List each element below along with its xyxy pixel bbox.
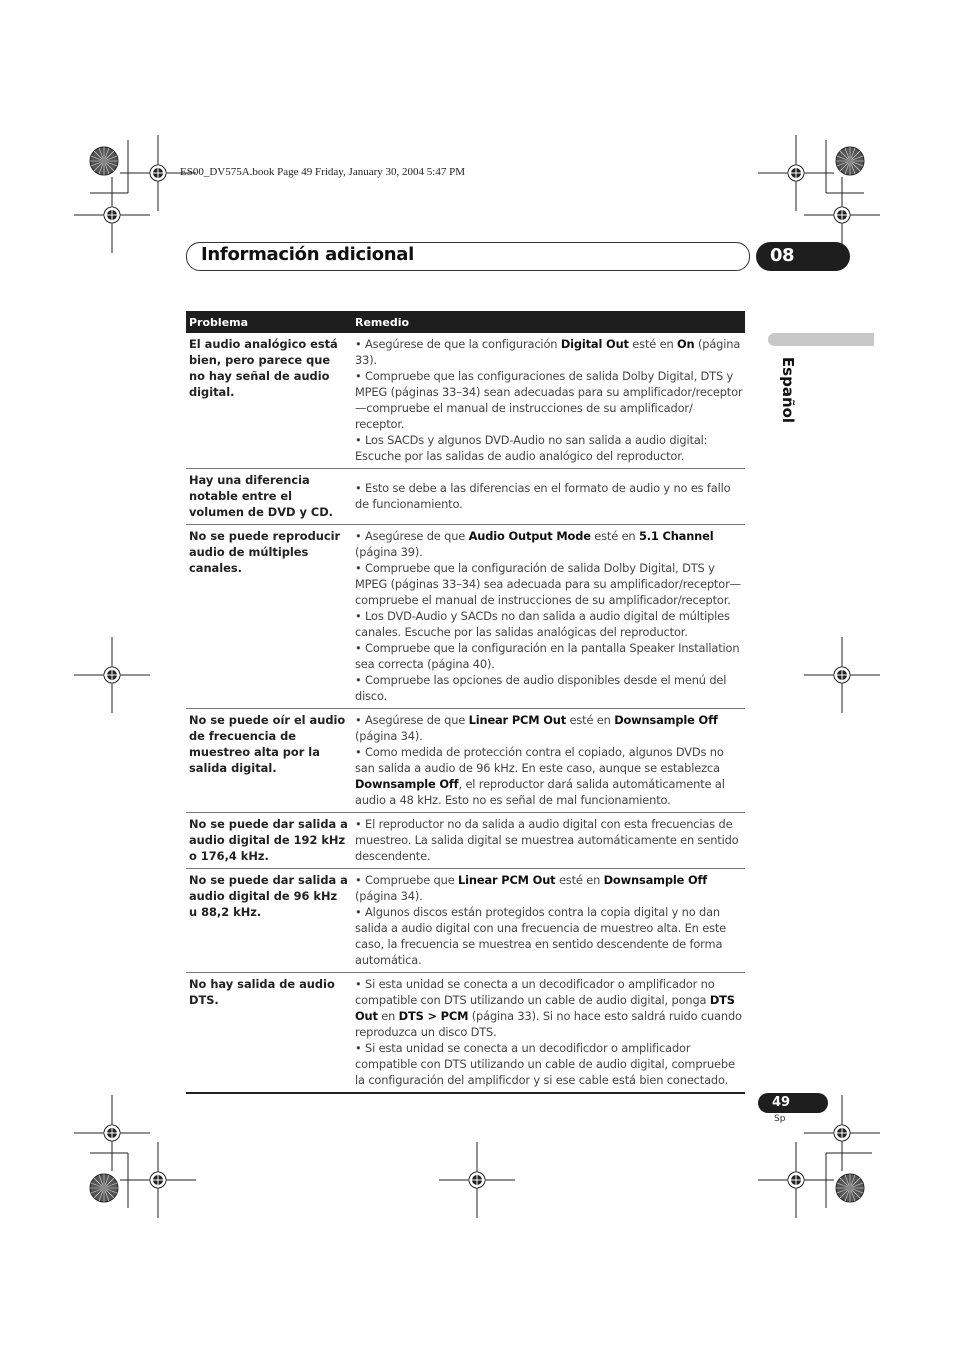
remedy-cell — [351, 469, 745, 525]
remedy-text: en — [377, 1009, 399, 1023]
problem-cell: No se puede oír el audio de frecuencia de muestreo alta por la salida digital. — [186, 709, 351, 813]
remedy-bullet — [355, 336, 743, 368]
remedy-setting-text: Downsample Off — [355, 777, 459, 791]
remedy-text: • Compruebe que la configuración de salida Dolby Digital, DTS y MPEG (páginas 33–34) sea adecuada para su amplificador/receptor— compruebe el manual de instrucciones de su amplificador/receptor. — [355, 561, 741, 607]
remedy-setting-text: DTS > PCM — [398, 1009, 469, 1023]
remedy-text: • Si esta unidad se conecta a un decodificdor o amplificador compatible con DTS utilizando un cable de audio digital, compruebe la configuración del amplificdor y si ese cable está bien conectado. — [355, 1041, 735, 1087]
problem-cell: No hay salida de audio DTS. — [186, 973, 351, 1094]
table-row — [186, 973, 745, 1094]
remedy-bullet — [355, 976, 743, 1040]
table-row — [186, 869, 745, 973]
remedy-text: , el reproductor dará salida automáticamente al audio a 48 kHz. Esto no es señal de mal funcionamiento. — [355, 777, 725, 807]
remedy-text: • Asegúrese de que la configuración — [355, 337, 561, 351]
remedy-text: • Los SACDs y algunos DVD-Audio no san salida a audio digital: Escuche por las salidas de audio analógico del reproductor. — [355, 433, 708, 463]
remedy-text: (página 33). Si no hace esto saldrá ruido cuando reproduzca un disco DTS. — [355, 1009, 742, 1039]
section-title: Información adicional — [201, 244, 415, 265]
remedy-setting-text: Digital Out — [560, 337, 629, 351]
remedy-text: (página 34). — [355, 889, 423, 903]
table-row — [186, 813, 745, 869]
table-body — [186, 333, 745, 1093]
remedy-bullet — [355, 608, 743, 640]
remedy-bullet — [355, 432, 743, 464]
chapter-number: 08 — [770, 245, 795, 266]
section-header — [186, 242, 750, 271]
remedy-bullet — [355, 560, 743, 608]
remedy-bullet — [355, 816, 743, 864]
page-language-code: Sp — [774, 1114, 786, 1124]
remedy-bullet — [355, 872, 743, 904]
table-header-row — [186, 311, 745, 333]
remedy-cell — [351, 869, 745, 973]
remedy-bullet — [355, 712, 743, 744]
remedy-cell — [351, 973, 745, 1094]
remedy-text: • Algunos discos están protegidos contra la copia digital y no dan salida a audio digital con una frecuencia de muestreo alta. En este caso, la frecuencia se muestrea en sentido descendente de forma automática. — [355, 905, 727, 967]
remedy-text: • Asegúrese de que — [355, 713, 469, 727]
problem-cell: El audio analógico está bien, pero parece que no hay señal de audio digital. — [186, 333, 351, 469]
column-header-problem: Problema — [186, 311, 351, 333]
remedy-text: • Compruebe que la configuración en la pantalla Speaker Installation sea correcta (página 40). — [355, 641, 740, 671]
table-row — [186, 333, 745, 469]
remedy-text: • Compruebe que las configuraciones de salida Dolby Digital, DTS y MPEG (páginas 33–34) sean adecuadas para su amplificador/receptor —compruebe el manual de instrucciones de su amplificador/ receptor. — [355, 369, 743, 431]
remedy-setting-text: Linear PCM Out — [468, 713, 567, 727]
remedy-text: (página 33). — [355, 337, 741, 367]
remedy-cell — [351, 525, 745, 709]
remedy-text: esté en — [590, 529, 639, 543]
problem-cell: Hay una diferencia notable entre el volumen de DVD y CD. — [186, 469, 351, 525]
remedy-text: esté en — [555, 873, 604, 887]
column-header-remedy: Remedio — [351, 311, 745, 333]
remedy-text: esté en — [628, 337, 677, 351]
remedy-text: • Si esta unidad se conecta a un decodificador o amplificador no compatible con DTS utilizando un cable de audio digital, ponga — [355, 977, 715, 1007]
remedy-bullet — [355, 368, 743, 432]
remedy-setting-text: Audio Output Mode — [468, 529, 591, 543]
remedy-text: • Los DVD-Audio y SACDs no dan salida a audio digital de múltiples canales. Escuche por las salidas analógicas del reproductor. — [355, 609, 730, 639]
table-row — [186, 709, 745, 813]
remedy-cell — [351, 333, 745, 469]
remedy-setting-text: Linear PCM Out — [458, 873, 556, 887]
remedy-setting-text: DTS Out — [355, 993, 735, 1023]
remedy-bullet — [355, 1040, 743, 1088]
problem-cell: No se puede dar salida a audio digital de 96 kHz u 88,2 kHz. — [186, 869, 351, 973]
remedy-bullet — [355, 744, 743, 808]
remedy-text: (página 34). — [355, 729, 423, 743]
remedy-bullet — [355, 640, 743, 672]
remedy-bullet — [355, 528, 743, 560]
troubleshooting-table — [186, 311, 745, 1094]
chapter-badge — [756, 242, 850, 271]
remedy-setting-text: Downsample Off — [614, 713, 718, 727]
language-label: Español — [779, 356, 797, 424]
remedy-text: • Asegúrese de que — [355, 529, 469, 543]
remedy-bullet — [355, 904, 743, 968]
language-tab — [768, 333, 874, 346]
remedy-text: • Compruebe las opciones de audio disponibles desde el menú del disco. — [355, 673, 727, 703]
table-row — [186, 525, 745, 709]
remedy-setting-text: On — [676, 337, 695, 351]
remedy-text: (página 39). — [355, 545, 423, 559]
remedy-text: • Esto se debe a las diferencias en el formato de audio y no es fallo de funcionamiento. — [355, 481, 731, 511]
page-number-badge — [758, 1093, 828, 1113]
page-number: 49 — [772, 1095, 791, 1110]
remedy-cell — [351, 709, 745, 813]
remedy-text: • El reproductor no da salida a audio digital con esta frecuencias de muestreo. La salida digital se muestrea automáticamente en sentido descendente. — [355, 817, 739, 863]
remedy-cell — [351, 813, 745, 869]
book-slug-line: ES00_DV575A.book Page 49 Friday, January 30, 2004 5:47 PM — [180, 166, 465, 178]
table-row — [186, 469, 745, 525]
remedy-text: esté en — [566, 713, 615, 727]
remedy-setting-text: Downsample Off — [603, 873, 708, 887]
problem-cell: No se puede dar salida a audio digital de 192 kHz o 176,4 kHz. — [186, 813, 351, 869]
remedy-text: • Compruebe que — [355, 873, 459, 887]
remedy-bullet — [355, 672, 743, 704]
remedy-setting-text: 5.1 Channel — [638, 529, 714, 543]
problem-cell: No se puede reproducir audio de múltiples canales. — [186, 525, 351, 709]
remedy-bullet — [355, 480, 743, 512]
remedy-text: • Como medida de protección contra el copiado, algunos DVDs no san salida a audio de 96 kHz. En este caso, aunque se establezca — [355, 745, 724, 775]
